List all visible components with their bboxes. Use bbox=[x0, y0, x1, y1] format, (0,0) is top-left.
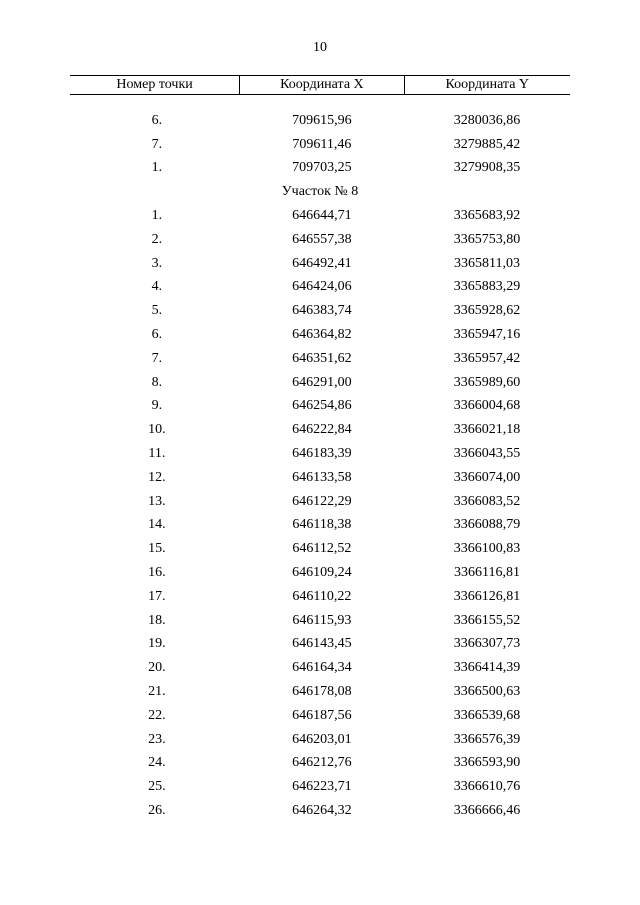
coordinate-x-cell: 646424,06 bbox=[292, 279, 352, 295]
coordinate-x-cell: 646291,00 bbox=[292, 374, 352, 390]
coordinate-x-cell: 646109,24 bbox=[292, 565, 352, 581]
coordinate-y-cell: 3366100,83 bbox=[453, 541, 521, 557]
table-row bbox=[70, 347, 570, 371]
point-number-cell: 11. bbox=[148, 446, 166, 462]
table-row bbox=[70, 704, 570, 728]
table-row bbox=[70, 799, 570, 823]
coordinate-x-cell: 646164,34 bbox=[292, 660, 352, 676]
table-row bbox=[70, 276, 570, 300]
point-number-cell: 9. bbox=[151, 398, 163, 414]
point-number-cell: 1. bbox=[151, 208, 163, 224]
point-number-cell: 2. bbox=[151, 231, 163, 247]
point-number-cell: 6. bbox=[151, 112, 163, 128]
coordinate-y-cell: 3365883,29 bbox=[453, 279, 521, 295]
coordinate-y-cell: 3366610,76 bbox=[453, 779, 521, 795]
table-row bbox=[70, 775, 570, 799]
coordinate-y-cell: 3366126,81 bbox=[453, 588, 521, 604]
coordinate-x-cell: 709615,96 bbox=[292, 112, 352, 128]
coordinate-y-cell: 3366500,63 bbox=[453, 684, 521, 700]
table-row bbox=[70, 490, 570, 514]
coordinate-x-cell: 646115,93 bbox=[292, 612, 352, 628]
table-row bbox=[70, 752, 570, 776]
coordinate-y-cell: 3365928,62 bbox=[453, 303, 521, 319]
coordinate-y-cell: 3366021,18 bbox=[453, 422, 521, 438]
point-number-cell: 26. bbox=[148, 803, 166, 818]
point-number-cell: 18. bbox=[148, 612, 166, 628]
coordinate-x-cell: 646122,29 bbox=[292, 493, 352, 509]
point-number-cell: 15. bbox=[148, 541, 166, 557]
point-number-cell: 19. bbox=[148, 636, 166, 652]
coordinate-x-cell: 646118,38 bbox=[292, 517, 352, 533]
header-coordinate-y: Координата Y bbox=[404, 76, 570, 95]
point-number-cell: 12. bbox=[148, 469, 166, 485]
coordinate-x-cell: 646383,74 bbox=[292, 303, 352, 319]
coordinate-x-cell: 646364,82 bbox=[292, 327, 352, 343]
coordinate-x-cell: 646203,01 bbox=[292, 731, 352, 747]
coordinate-y-cell: 3366414,39 bbox=[453, 660, 521, 676]
coordinate-x-cell: 646133,58 bbox=[292, 469, 352, 485]
table-body bbox=[70, 95, 570, 823]
coordinate-y-cell: 3366088,79 bbox=[453, 517, 521, 533]
point-number-cell: 8. bbox=[151, 374, 163, 390]
table-row bbox=[70, 323, 570, 347]
table-row bbox=[70, 728, 570, 752]
coordinate-y-cell: 3366155,52 bbox=[453, 612, 521, 628]
header-spacer bbox=[70, 95, 570, 110]
table-row bbox=[70, 680, 570, 704]
coordinate-y-cell: 3365811,03 bbox=[454, 255, 521, 271]
point-number-cell: 7. bbox=[151, 350, 163, 366]
coordinate-x-cell: 646187,56 bbox=[292, 707, 352, 723]
table-row bbox=[70, 561, 570, 585]
coordinate-x-cell: 646183,39 bbox=[292, 446, 352, 462]
table-row bbox=[70, 585, 570, 609]
coordinate-y-cell: 3366083,52 bbox=[453, 493, 521, 509]
coordinate-y-cell: 3279885,42 bbox=[453, 136, 521, 152]
table-row bbox=[70, 418, 570, 442]
coordinate-y-cell: 3366576,39 bbox=[453, 731, 521, 747]
point-number-cell: 7. bbox=[151, 136, 163, 152]
coordinate-y-cell: 3366666,46 bbox=[453, 803, 521, 818]
point-number-cell: 22. bbox=[148, 707, 166, 723]
point-number-cell: 20. bbox=[148, 660, 166, 676]
table-row bbox=[70, 252, 570, 276]
coordinate-x-cell: 646112,52 bbox=[292, 541, 352, 557]
coordinate-y-cell: 3365683,92 bbox=[453, 208, 521, 224]
point-number-cell: 3. bbox=[151, 255, 163, 271]
point-number-cell: 25. bbox=[148, 779, 166, 795]
table-header-row bbox=[70, 76, 570, 95]
coordinate-x-cell: 646644,71 bbox=[292, 208, 352, 224]
table-row bbox=[70, 228, 570, 252]
header-coordinate-x: Координата X bbox=[240, 76, 404, 95]
coordinate-y-cell: 3366539,68 bbox=[453, 707, 521, 723]
coordinate-x-cell: 709703,25 bbox=[292, 160, 352, 176]
coordinate-x-cell: 646264,32 bbox=[292, 803, 352, 818]
coordinate-x-cell: 646178,08 bbox=[292, 684, 352, 700]
table-row bbox=[70, 133, 570, 157]
table-row bbox=[70, 157, 570, 181]
table-row bbox=[70, 537, 570, 561]
coordinate-y-cell: 3366116,81 bbox=[454, 565, 521, 581]
coordinate-y-cell: 3280036,86 bbox=[453, 112, 521, 128]
point-number-cell: 10. bbox=[148, 422, 166, 438]
coordinate-y-cell: 3366307,73 bbox=[453, 636, 521, 652]
point-number-cell: 4. bbox=[151, 279, 163, 295]
table-row bbox=[70, 466, 570, 490]
table-row bbox=[70, 371, 570, 395]
table-row bbox=[70, 633, 570, 657]
table-row bbox=[70, 204, 570, 228]
coordinate-y-cell: 3365957,42 bbox=[453, 350, 521, 366]
header-point-number: Номер точки bbox=[70, 76, 240, 95]
table-row bbox=[70, 109, 570, 133]
point-number-cell: 14. bbox=[148, 517, 166, 533]
coordinate-y-cell: 3366004,68 bbox=[453, 398, 521, 414]
coordinate-y-cell: 3365753,80 bbox=[453, 231, 521, 247]
point-number-cell: 13. bbox=[148, 493, 166, 509]
coordinate-x-cell: 646223,71 bbox=[292, 779, 352, 795]
coordinate-y-cell: 3279908,35 bbox=[453, 160, 521, 176]
point-number-cell: 17. bbox=[148, 588, 166, 604]
coordinate-x-cell: 646110,22 bbox=[292, 588, 352, 604]
coordinate-x-cell: 646351,62 bbox=[292, 350, 352, 366]
page-number: 10 bbox=[313, 40, 327, 55]
coordinate-y-cell: 3366593,90 bbox=[453, 755, 521, 771]
point-number-cell: 1. bbox=[151, 160, 163, 176]
coordinate-x-cell: 646212,76 bbox=[292, 755, 352, 771]
coordinates-table bbox=[70, 75, 570, 823]
table-row bbox=[70, 609, 570, 633]
point-number-cell: 23. bbox=[148, 731, 166, 747]
coordinate-x-cell: 646222,84 bbox=[292, 422, 352, 438]
table-row bbox=[70, 395, 570, 419]
coordinate-x-cell: 646254,86 bbox=[292, 398, 352, 414]
table-row bbox=[70, 656, 570, 680]
coordinate-y-cell: 3365947,16 bbox=[453, 327, 521, 343]
coordinate-x-cell: 709611,46 bbox=[292, 136, 352, 152]
table-row bbox=[70, 514, 570, 538]
coordinate-y-cell: 3366074,00 bbox=[453, 469, 521, 485]
table-row bbox=[70, 442, 570, 466]
point-number-cell: 21. bbox=[148, 684, 166, 700]
section-title-row bbox=[70, 180, 570, 204]
coordinate-x-cell: 646557,38 bbox=[292, 231, 352, 247]
coordinate-y-cell: 3366043,55 bbox=[453, 446, 521, 462]
point-number-cell: 24. bbox=[148, 755, 166, 771]
section-title: Участок № 8 bbox=[281, 184, 359, 200]
point-number-cell: 6. bbox=[151, 327, 163, 343]
table-row bbox=[70, 299, 570, 323]
coordinate-y-cell: 3365989,60 bbox=[453, 374, 521, 390]
point-number-cell: 5. bbox=[151, 303, 163, 319]
point-number-cell: 16. bbox=[148, 565, 166, 581]
coordinate-x-cell: 646143,45 bbox=[292, 636, 352, 652]
coordinate-x-cell: 646492,41 bbox=[292, 255, 352, 271]
